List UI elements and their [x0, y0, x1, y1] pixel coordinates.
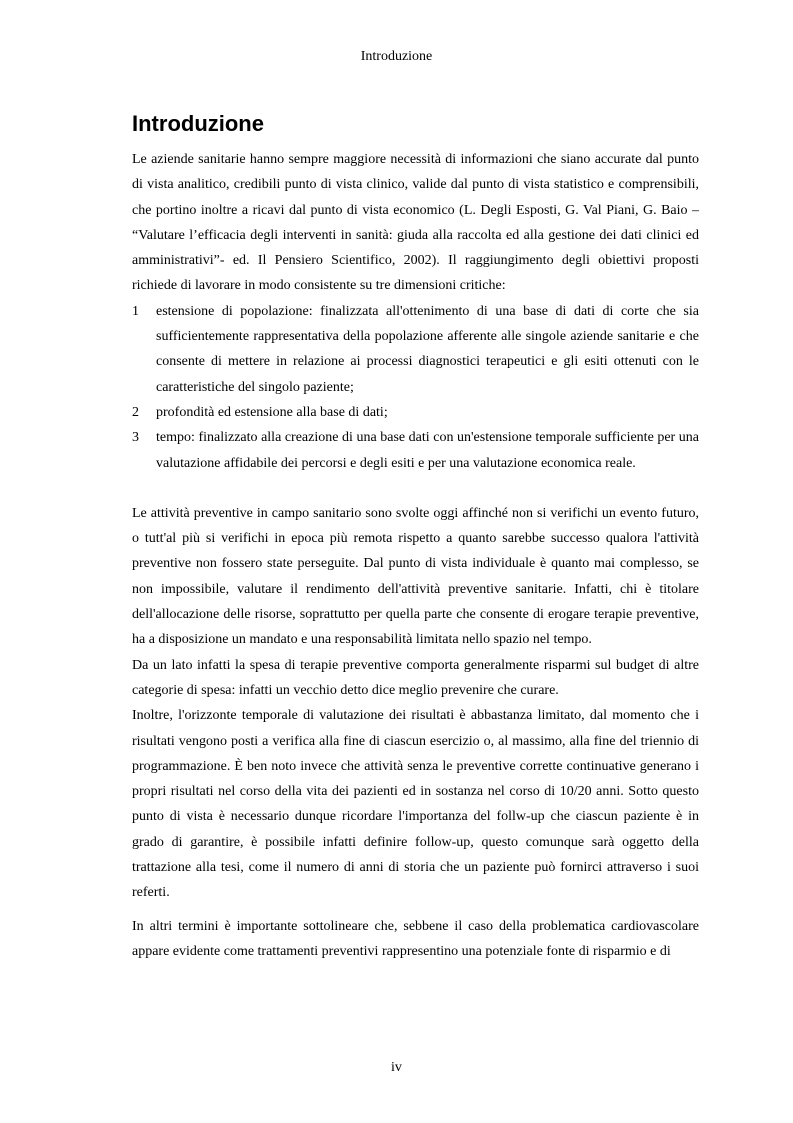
list-item	[132, 425, 699, 476]
paragraph-spacer	[132, 906, 699, 914]
paragraph-time-horizon: Inoltre, l'orizzonte temporale di valutazione dei risultati è abbastanza limitato, dal momento che i risultati vengono posti a verifica alla fine di ciascun esercizio o, al massimo, alla fine del triennio di programmazione. È ben noto invece che attività senza le preventive corrette continuative generano i propri risultati nel corso della vita dei pazienti ed in sostanza nel corso di 10/20 anni. Sotto questo punto di vista è necessario dunque ricordare l'importanza del follw-up che ciascun paziente è in grado di garantire, è possibile infatti definire follow-up, questo comunque sarà oggetto della trattazione alla tesi, come il numero di anni di storia che un paziente può fornirci attraverso i suoi referti.	[132, 708, 699, 901]
running-header: Introduzione	[360, 49, 433, 64]
list-item-text: estensione di popolazione: finalizzata all'ottenimento di una base di dati di corte che sia sufficientemente rappresentativa della popolazione afferente alle singole aziende sanitarie e che consente di mettere in relazione ai processi diagnostici terapeutici e gli esiti ottenuti con le caratteristiche del singolo paziente;	[156, 303, 699, 395]
page-number: iv	[391, 1060, 402, 1075]
list-item	[132, 299, 699, 400]
list-item-text: profondità ed estensione alla base di dati;	[156, 404, 388, 420]
paragraph-spacer	[132, 476, 699, 501]
paragraph-intro: Le aziende sanitarie hanno sempre maggiore necessità di informazioni che siano accurate dal punto di vista analitico, credibili punto di vista clinico, valide dal punto di vista statistico e comprensibili, che portino inoltre a ricavi dal punto di vista economico (L. Degli Esposti, G. Val Piani, G. Baio – “Valutare l’efficacia degli interventi in sanità: giuda alla raccolta ed alla gestione dei dati clinici ed amministrativi”- ed. Il Pensiero Scientifico, 2002). Il raggiungimento degli obiettivi proposti richiede di lavorare in modo consistente su tre dimensioni critiche:	[132, 152, 699, 294]
list-item-number: 1	[132, 303, 139, 319]
paragraph-other-terms: In altri termini è importante sottolineare che, sebbene il caso della problematica cardiovascolare appare evidente come trattamenti preventivi rappresentino una potenziale fonte di risparmio e di	[132, 918, 699, 959]
list-item-text: tempo: finalizzato alla creazione di una base dati con un'estensione temporale sufficiente per una valutazione affidabile dei percorsi e degli esiti e per una valutazione economica reale.	[156, 430, 699, 471]
list-item	[132, 400, 699, 425]
body-text	[132, 147, 699, 964]
paragraph-spending: Da un lato infatti la spesa di terapie preventive comporta generalmente risparmi sul budget di altre categorie di spesa: infatti un vecchio detto dice meglio prevenire che curare.	[132, 657, 699, 698]
paragraph-preventive-activities: Le attività preventive in campo sanitario sono svolte oggi affinché non si verifichi un evento futuro, o tutt'al più si verifichi in epoca più remota rispetto a quanto sarebbe successo qualora l'attività preventive non fossero state perseguite. Dal punto di vista individuale è quanto mai complesso, se non impossibile, valutare il rendimento dell'attività preventive sanitarie. Infatti, chi è titolare dell'allocazione delle risorse, soprattutto per quella parte che consente di erogare terapie preventive, ha a disposizione un mandato e una responsabilità limitata nello spazio nel tempo.	[132, 505, 699, 648]
list-item-number: 3	[132, 430, 139, 446]
section-title: Introduzione	[132, 111, 264, 136]
list-item-number: 2	[132, 404, 139, 420]
critical-dimensions-list	[132, 299, 699, 476]
